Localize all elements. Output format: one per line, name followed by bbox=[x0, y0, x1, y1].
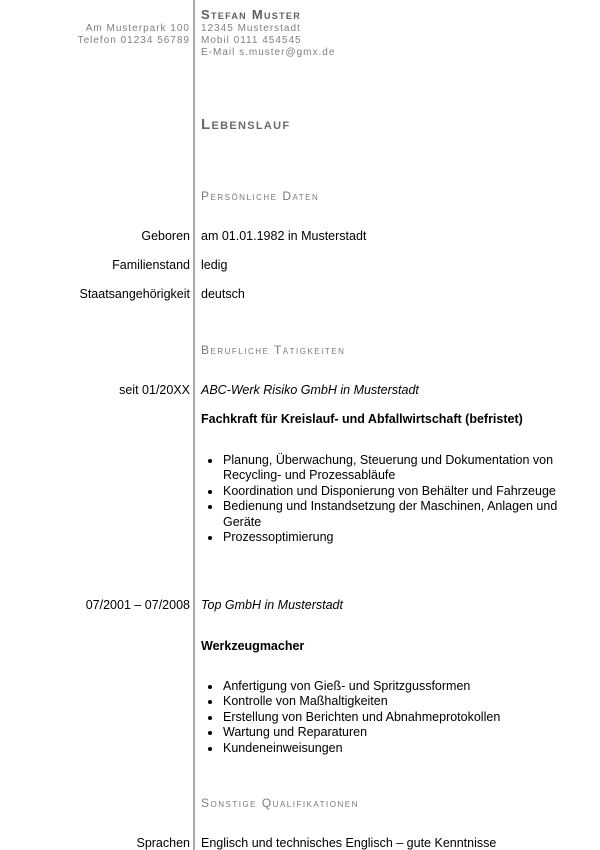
job-task-list bbox=[201, 453, 592, 545]
personal-value: ledig bbox=[201, 258, 228, 272]
personal-label: Staatsangehörigkeit bbox=[79, 287, 190, 301]
job-position: Fachkraft für Kreislauf- und Abfallwirtschaft (befristet) bbox=[201, 412, 523, 426]
job-company: ABC-Werk Risiko GmbH in Musterstadt bbox=[201, 383, 419, 397]
section-heading-other: Sonstige Qualifikationen bbox=[201, 796, 359, 810]
list-item: • Kontrolle von Maßhaltigkeiten bbox=[222, 694, 592, 709]
vertical-divider-line bbox=[193, 0, 195, 850]
qualification-value: Englisch und technisches Englisch – gute Kenntnisse bbox=[201, 836, 497, 850]
email-address: E-Mail s.muster@gmx.de bbox=[201, 47, 336, 58]
job-task-list bbox=[201, 679, 592, 756]
section-heading-personal: Persönliche Daten bbox=[201, 189, 320, 203]
job-period: 07/2001 – 07/2008 bbox=[85, 598, 190, 612]
list-item: • Prozessoptimierung bbox=[222, 530, 592, 545]
personal-value: am 01.01.1982 in Musterstadt bbox=[201, 229, 367, 243]
personal-label: Familienstand bbox=[112, 258, 190, 272]
list-item: • Planung, Überwachung, Steuerung und Dokumentation von Recycling- und Prozessabläufe bbox=[222, 453, 592, 484]
phone-number: Telefon 01234 56789 bbox=[77, 35, 190, 46]
personal-value: deutsch bbox=[201, 287, 245, 301]
job-period: seit 01/20XX bbox=[119, 383, 190, 397]
list-item: • Bedienung und Instandsetzung der Maschinen, Anlagen und Geräte bbox=[222, 499, 592, 530]
mobile-number: Mobil 0111 454545 bbox=[201, 35, 302, 46]
list-item: • Erstellung von Berichten und Abnahmeprotokollen bbox=[222, 710, 592, 725]
address-city: 12345 Musterstadt bbox=[201, 23, 301, 34]
personal-label: Geboren bbox=[141, 229, 190, 243]
list-item: • Koordination und Disponierung von Behälter und Fahrzeuge bbox=[222, 484, 592, 499]
list-item: • Kundeneinweisungen bbox=[222, 741, 592, 756]
section-heading-career: Berufliche Tätigkeiten bbox=[201, 343, 346, 357]
qualification-label: Sprachen bbox=[136, 836, 190, 850]
job-company: Top GmbH in Musterstadt bbox=[201, 598, 343, 612]
job-position: Werkzeugmacher bbox=[201, 639, 305, 653]
list-item: • Wartung und Reparaturen bbox=[222, 725, 592, 740]
list-item: • Anfertigung von Gieß- und Spritzgussformen bbox=[222, 679, 592, 694]
document-title: Lebenslauf bbox=[201, 116, 291, 133]
applicant-name: Stefan Muster bbox=[201, 7, 302, 22]
address-street: Am Musterpark 100 bbox=[85, 23, 190, 34]
